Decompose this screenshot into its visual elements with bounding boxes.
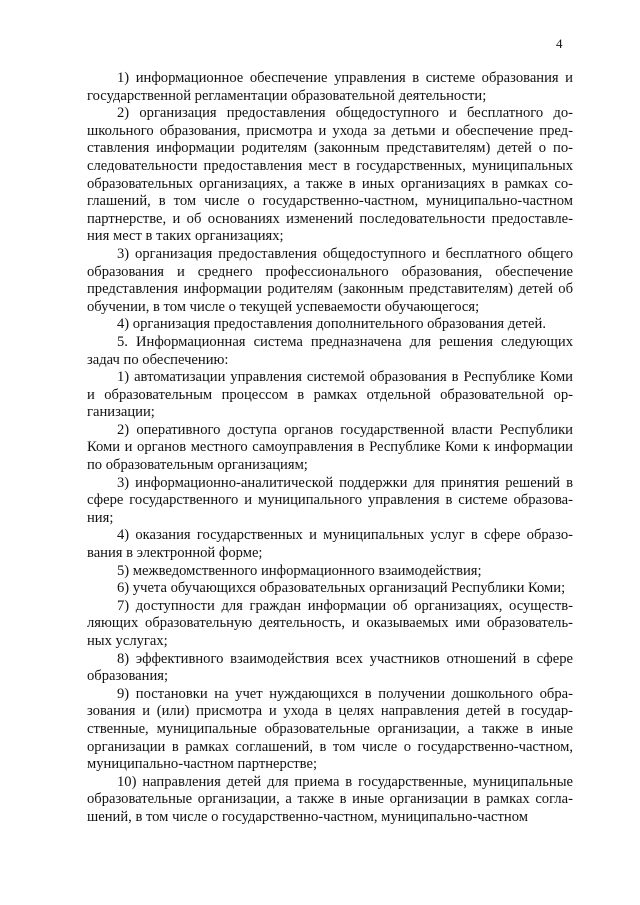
paragraph-2: 2) организация предоставления общедоступного и бесплатного дошкольного образования, присмотра и ухода за детьми и обеспечение представления информации родителям (законным представителям) детей о последовательности предоставления мест в государственных, муниципальных образовательных организациях, а также в иных организациях в рамках соглашений, в том числе о государственно-частном, муниципально-частном партнерстве, и об основаниях изменений последовательности предоставления мест в таких организациях; bbox=[87, 105, 573, 245]
page-number: 4 bbox=[556, 36, 563, 51]
paragraph-10: 5) межведомственного информационного взаимодействия; bbox=[117, 562, 482, 579]
paragraph-4: 4) организация предоставления дополнительного образования детей. bbox=[117, 316, 546, 333]
paragraph-1: 1) информационное обеспечение управления в системе образования и государственной регламентации образовательной деятельности; bbox=[87, 70, 573, 104]
paragraph-14: 9) постановки на учет нуждающихся в получении дошкольного образования и (или) присмотра и ухода в целях направления детей в государственные, муниципальные образовательные организации, а также в иные организации в рамках соглашений, в том числе о государственно-частном, муниципально-частном партнерстве; bbox=[87, 685, 573, 773]
paragraph-5: 5. Информационная система предназначена для решения следующих задач по обеспечению: bbox=[87, 333, 573, 368]
paragraph-6: 1) автоматизации управления системой образования в Республике Коми и образовательным процессом в рамках отдельной образовательной организации; bbox=[87, 369, 573, 421]
document-body bbox=[87, 70, 573, 827]
paragraph-13: 8) эффективного взаимодействия всех участников отношений в сфере образования; bbox=[87, 650, 573, 685]
paragraph-9: 4) оказания государственных и муниципальных услуг в сфере образования в электронной форме; bbox=[87, 527, 573, 562]
paragraph-3: 3) организация предоставления общедоступного и бесплатного общего образования и среднего профессионального образования, обеспечение представления информации родителям (законным представителям) детей об обучении, в том числе о текущей успеваемости обучающегося; bbox=[87, 245, 573, 315]
paragraph-7: 2) оперативного доступа органов государственной власти Республики Коми и органов местного самоуправления в Республике Коми к информации по образовательным организациям; bbox=[87, 421, 573, 474]
paragraph-12: 7) доступности для граждан информации об организациях, осуществляющих образовательную деятельность, и оказываемых ими образовательных услугах; bbox=[87, 597, 573, 649]
paragraph-15: 10) направления детей для приема в государственные, муниципальные образовательные организации, а также в иные организации в рамках соглашений, в том числе о государственно-частном, муниципально-частном bbox=[87, 773, 573, 825]
paragraph-8: 3) информационно-аналитической поддержки для принятия решений в сфере государственного и муниципального управления в системе образования; bbox=[87, 474, 573, 526]
paragraph-11: 6) учета обучающихся образовательных организаций Республики Коми; bbox=[117, 580, 566, 597]
